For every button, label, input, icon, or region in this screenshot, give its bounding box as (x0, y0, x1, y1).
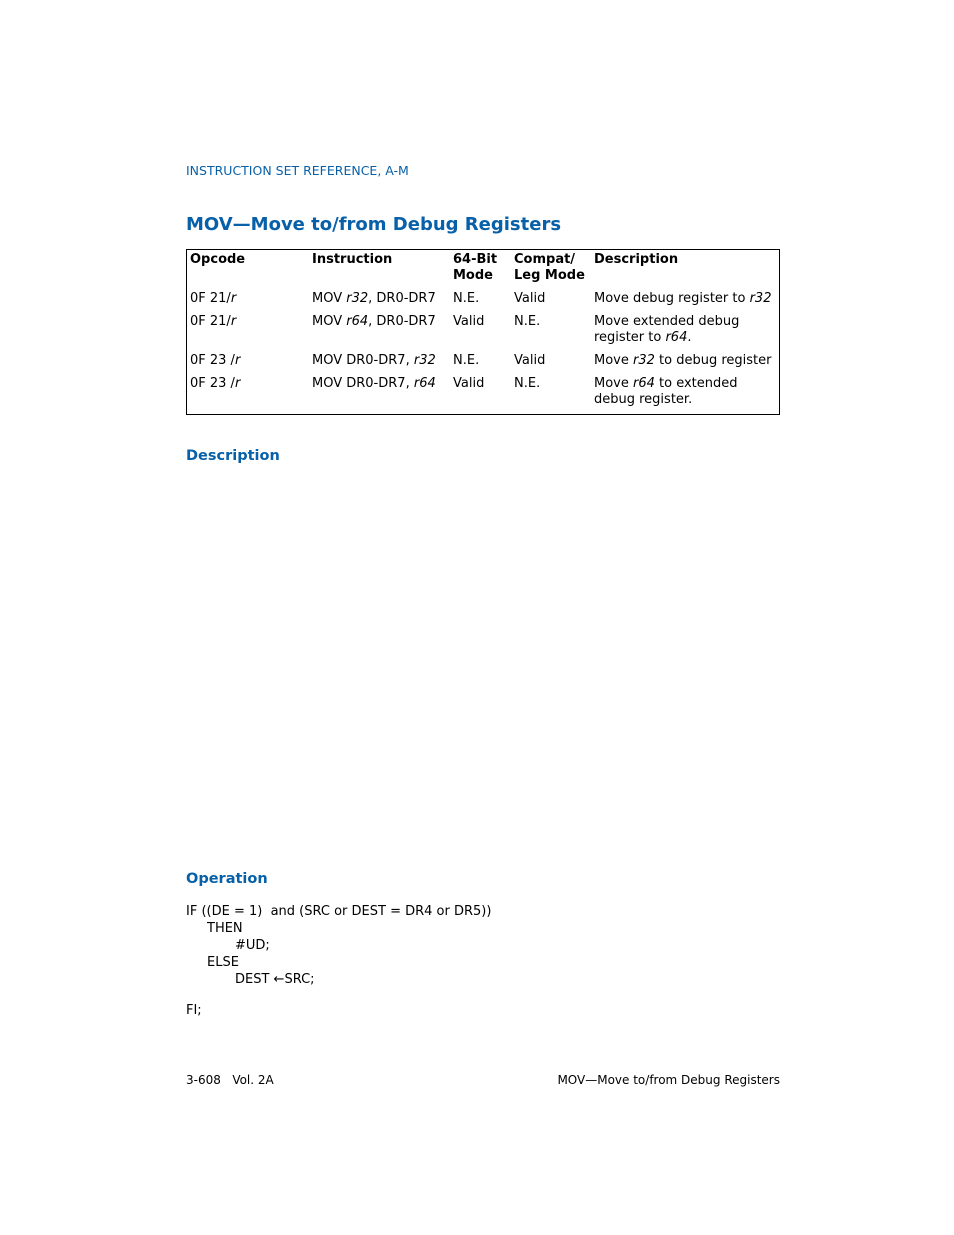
cell-opcode: 0F 23 /r (190, 376, 241, 391)
table-row (187, 376, 780, 415)
running-header: INSTRUCTION SET REFERENCE, A-M (186, 163, 409, 178)
cell-64bit-mode: N.E. (453, 353, 480, 368)
page-title: MOV—Move to/from Debug Registers (186, 214, 562, 235)
cell-opcode: 0F 23 /r (190, 353, 241, 368)
table-row (187, 291, 780, 314)
cell-instruction: MOV r64, DR0-DR7 (312, 314, 436, 329)
cell-64bit-mode: Valid (453, 376, 485, 391)
cell-description: Move r32 to debug register (594, 353, 772, 368)
operation-heading: Operation (186, 871, 268, 887)
cell-compat-mode: Valid (514, 291, 546, 306)
operation-code-line: FI; (186, 1003, 202, 1018)
cell-compat-mode: N.E. (514, 314, 541, 329)
cell-64bit-mode: N.E. (453, 291, 480, 306)
operation-code-line: THEN (207, 921, 243, 936)
header-description: Description (594, 252, 679, 267)
cell-opcode: 0F 21/r (190, 291, 237, 306)
cell-description: Move extended debug register to r64. (594, 314, 740, 345)
operation-code-line: IF ((DE = 1) and (SRC or DEST = DR4 or DR5)) (186, 904, 492, 919)
footer-page-number: 3-608 Vol. 2A (186, 1073, 274, 1087)
header-opcode: Opcode (190, 252, 246, 267)
header-compat-leg-mode (511, 250, 591, 292)
table-row (187, 314, 780, 353)
description-heading: Description (186, 448, 280, 464)
cell-instruction: MOV DR0-DR7, r32 (312, 353, 436, 368)
opcode-table (186, 249, 780, 415)
header-64bit-mode (450, 250, 511, 292)
cell-compat-mode: Valid (514, 353, 546, 368)
cell-compat-mode: N.E. (514, 376, 541, 391)
header-instruction: Instruction (312, 252, 393, 267)
cell-instruction: MOV DR0-DR7, r64 (312, 376, 436, 391)
header-64bit-line1: 64-Bit (453, 252, 498, 267)
table-row (187, 353, 780, 376)
cell-description: Move r64 to extended debug register. (594, 376, 738, 407)
footer-section-title: MOV—Move to/from Debug Registers (557, 1073, 780, 1087)
cell-instruction: MOV r32, DR0-DR7 (312, 291, 436, 306)
cell-opcode: 0F 21/r (190, 314, 237, 329)
cell-description: Move debug register to r32 (594, 291, 772, 306)
header-compat-line1: Compat/ (514, 252, 576, 267)
operation-code-line: #UD; (235, 938, 270, 953)
header-compat-line2: Leg Mode (514, 268, 585, 283)
table-header-row (187, 250, 780, 292)
header-64bit-line2: Mode (453, 268, 493, 283)
operation-code-line: ELSE (207, 955, 239, 970)
cell-64bit-mode: Valid (453, 314, 485, 329)
operation-code-line: DEST ←SRC; (235, 972, 315, 987)
